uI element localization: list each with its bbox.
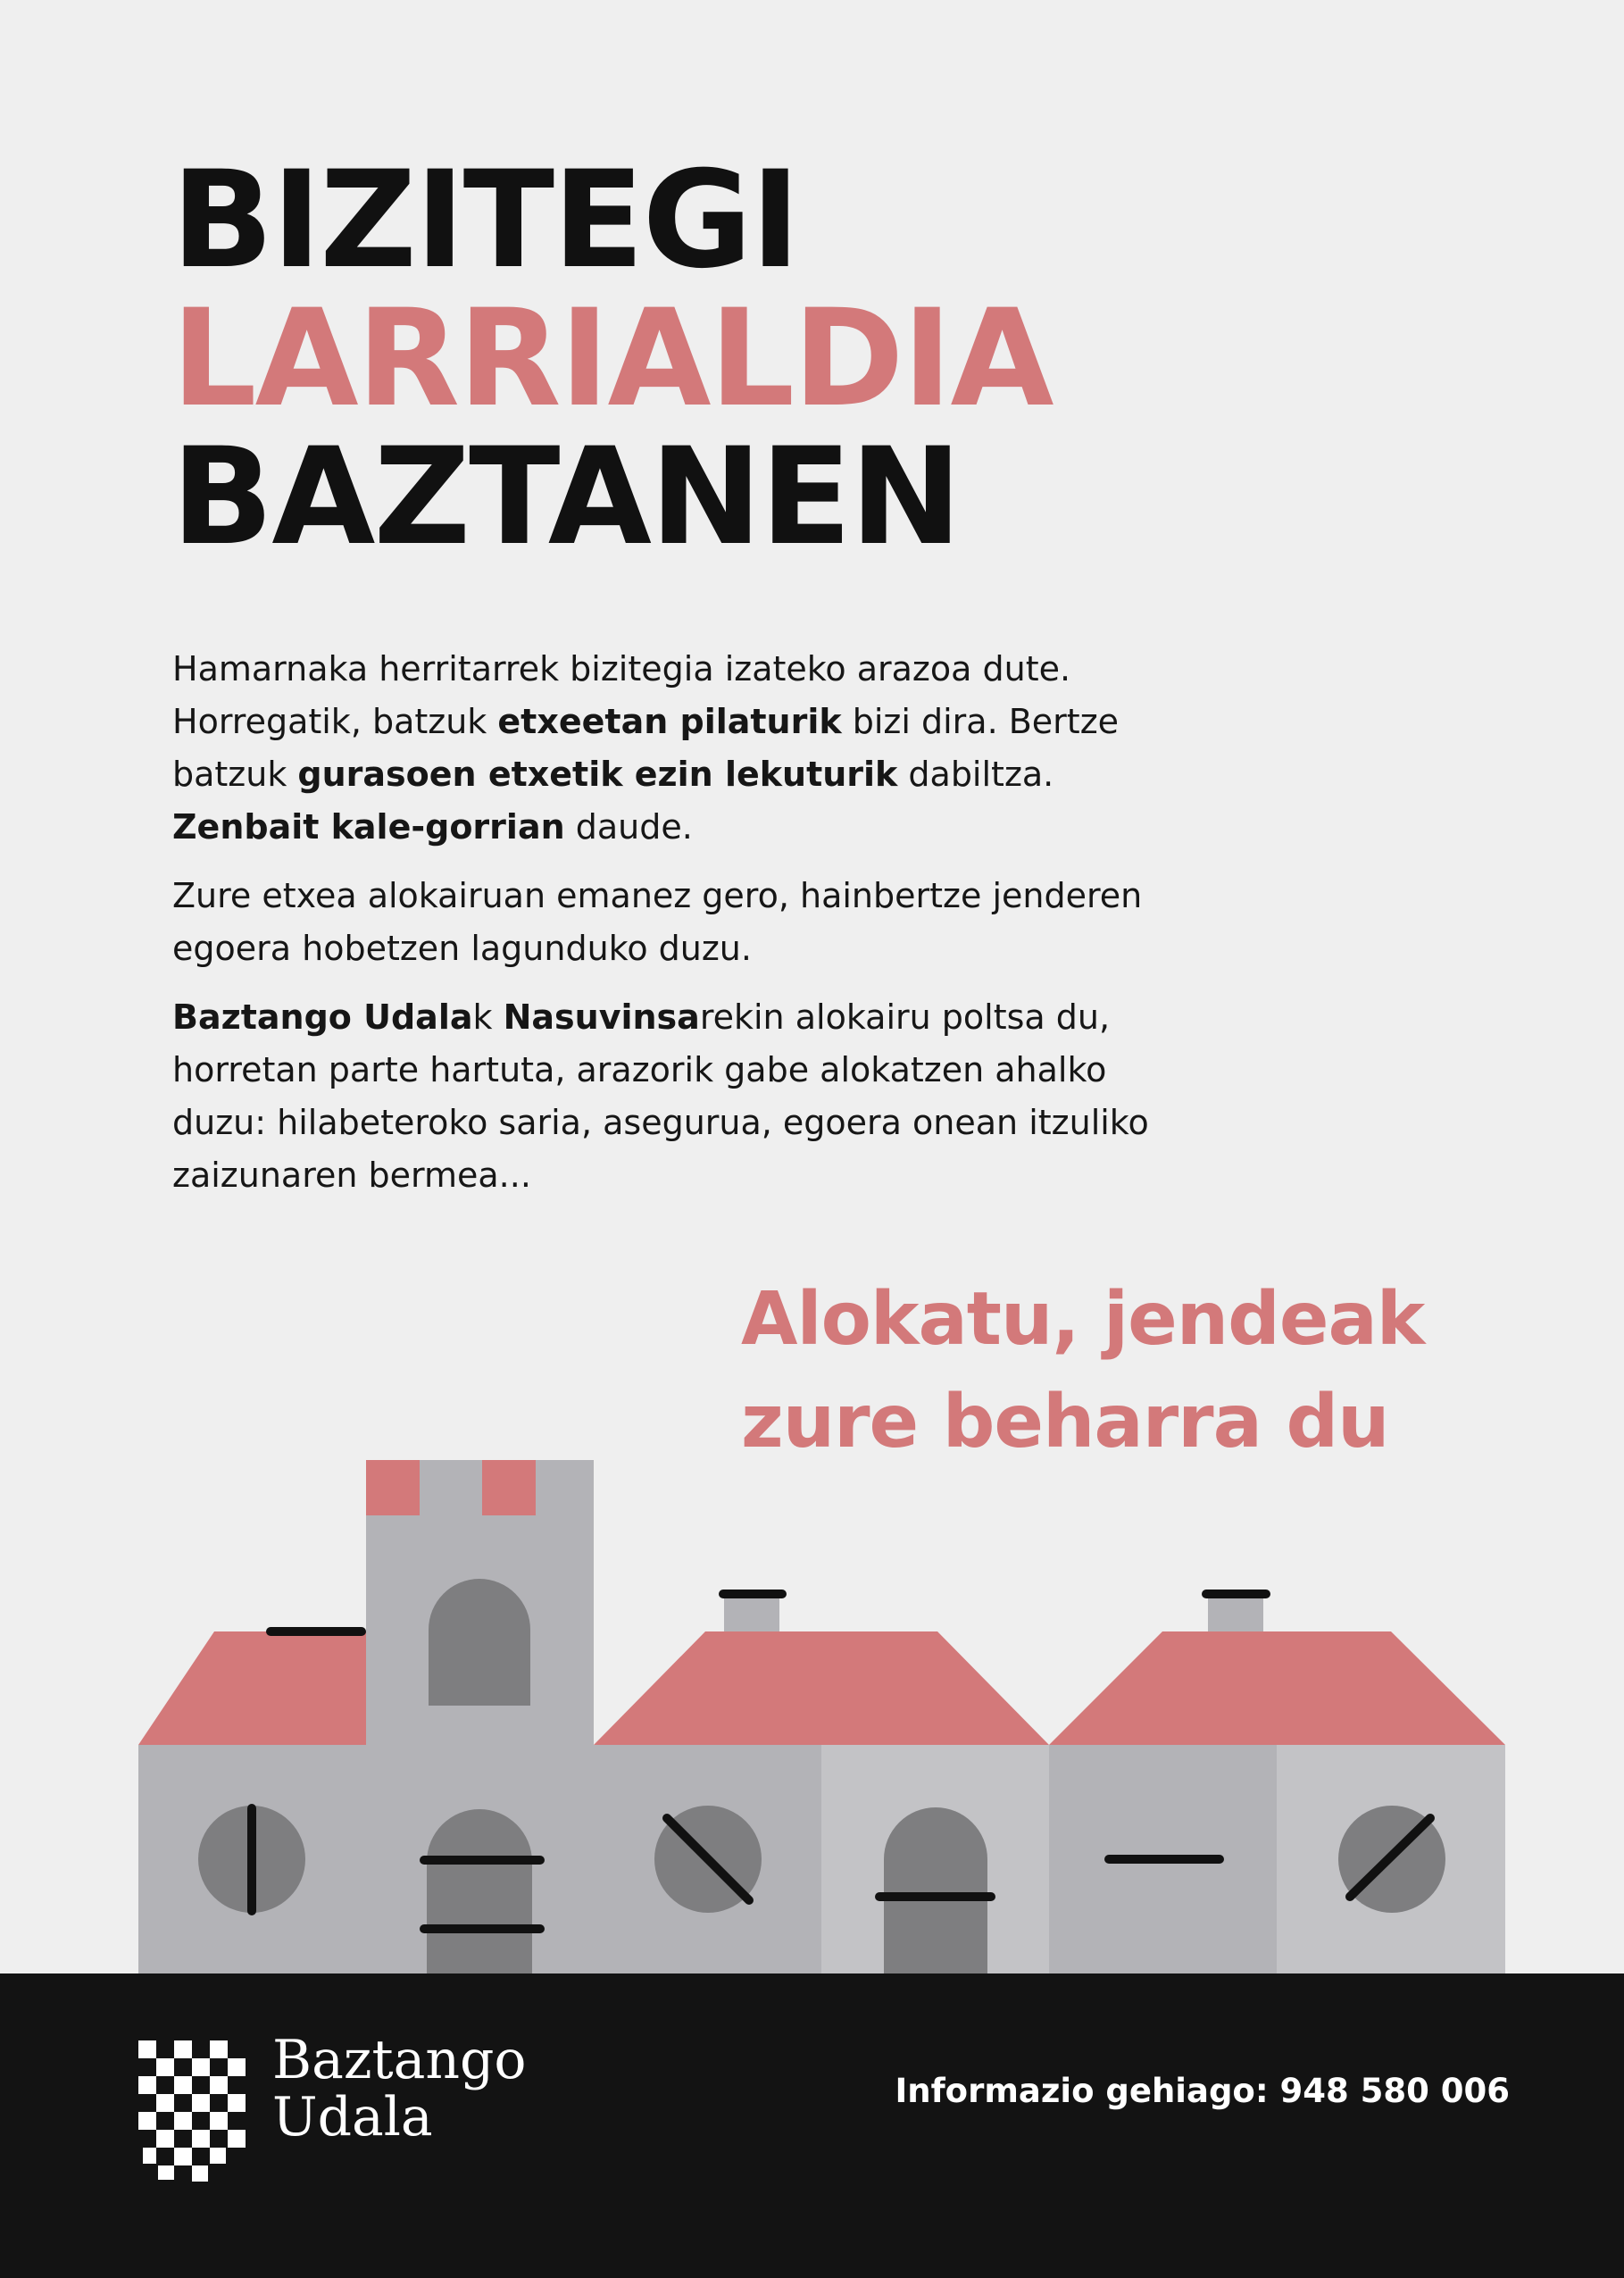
title-line-2: LARRIALDIA [171, 281, 1053, 437]
logo-line-2: Udala [272, 2086, 433, 2149]
slogan-line-2: zure beharra du [741, 1380, 1389, 1464]
bold-run: Zenbait kale-gorrian [172, 807, 565, 847]
paragraph-2: Zure etxea alokairuan emanez gero, hainbertze jenderen egoera hobetzen lagunduko duzu. [172, 876, 1143, 968]
slogan [741, 1268, 1545, 1473]
title-line-1: BIZITEGI [171, 143, 799, 298]
text-run: dabiltza. [897, 755, 1054, 794]
logo-line-1: Baztango [272, 2029, 527, 2091]
bold-run: Nasuvinsa [503, 997, 700, 1037]
checkered-shield-icon [138, 2040, 246, 2183]
contact-info: Informazio gehiago: 948 580 006 [895, 2072, 1510, 2110]
houses-illustration [0, 1447, 1624, 1973]
text-run: rekin alokairu poltsa du, horretan parte hartuta, arazorik gabe alokatzen ahalko duzu: hilabeteroko saria, asegurua, egoera onean itzuliko zaizunaren bermea... [172, 997, 1149, 1195]
house-right [1049, 1594, 1505, 1973]
bold-run: Baztango Udala [172, 997, 473, 1037]
bold-run: etxeetan pilaturik [497, 702, 842, 741]
bold-run: gurasoen etxetik ezin lekuturik [297, 755, 898, 794]
text-run: daude. [564, 807, 693, 847]
text-run: k [472, 997, 504, 1037]
logo-wordmark [272, 2029, 527, 2149]
house-middle [594, 1594, 1049, 1973]
house-left [138, 1631, 366, 1973]
body-text [172, 643, 1172, 1218]
page-title [171, 143, 1053, 575]
slogan-line-1: Alokatu, jendeak [741, 1277, 1425, 1362]
text-run: Hamarnaka herritarrek bizitegia izateko arazoa dute. Horregatik, batzuk [172, 649, 1071, 741]
paragraph-1 [172, 643, 1172, 854]
title-line-3: BAZTANEN [171, 420, 961, 575]
tower [366, 1460, 594, 1973]
text-run: bizi dira. Bertze batzuk [172, 702, 1120, 794]
paragraph-3 [172, 991, 1172, 1202]
